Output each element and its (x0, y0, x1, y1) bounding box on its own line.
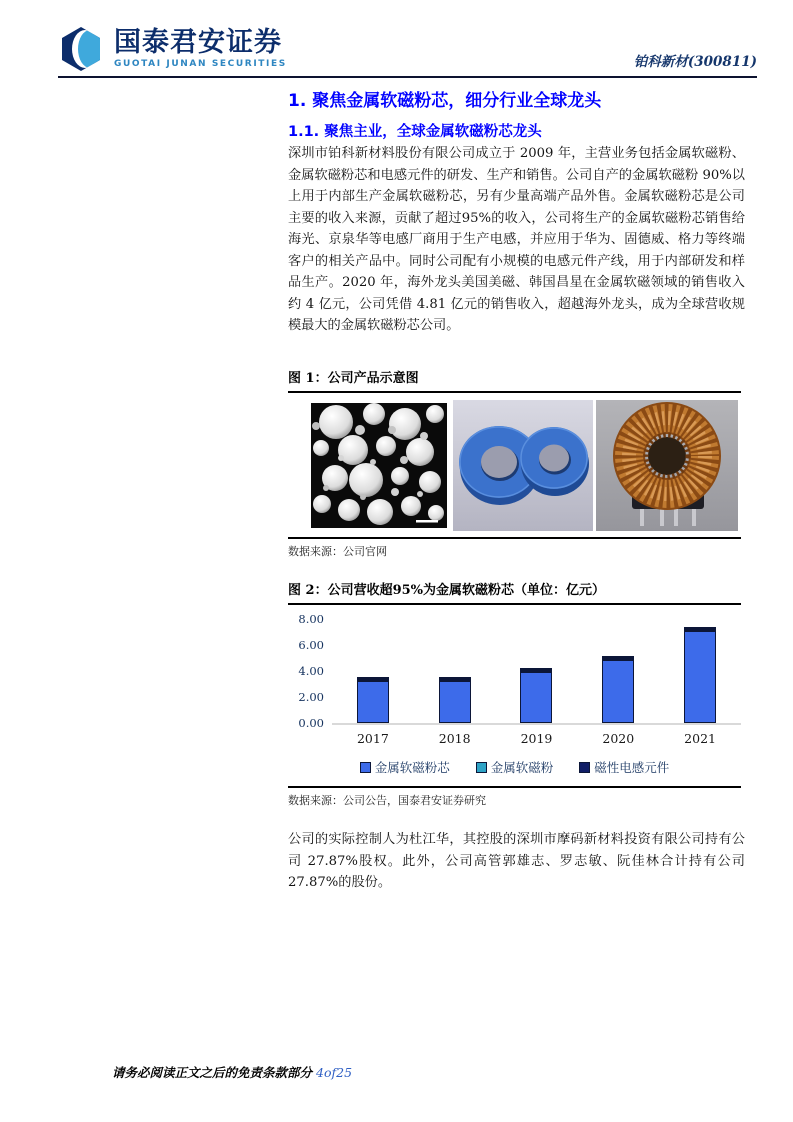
legend-swatch-icon (360, 762, 371, 773)
legend-label: 金属软磁粉芯 (374, 760, 450, 775)
blue-toroidal-cores-image (453, 400, 593, 531)
brand-logo (58, 26, 287, 72)
page-footer (112, 1063, 352, 1081)
y-tick-label: 0.00 (298, 716, 324, 730)
legend-item (579, 758, 669, 776)
brand-name-cn: 国泰君安证券 (114, 27, 282, 58)
chart-x-axis (332, 725, 741, 746)
chart-legend (288, 758, 741, 776)
bar-segment (684, 631, 716, 723)
figure-1-source: 数据来源：公司官网 (288, 545, 387, 558)
stacked-bar-2019 (520, 668, 552, 723)
page-number: 4of25 (316, 1065, 353, 1080)
bar-segment (602, 660, 634, 723)
stacked-bar-2021 (684, 627, 716, 723)
guotai-junan-logo-icon (58, 26, 104, 72)
x-tick-label: 2021 (684, 731, 716, 746)
legend-label: 磁性电感元件 (594, 760, 670, 775)
body-paragraph-1: 深圳市铂科新材料股份有限公司成立于 2009 年，主营业务包括金属软磁粉、金属软磁粉芯和电感元件的研发、生产和销售。公司自产的金属软磁粉 90%以上用于内部生产金属软磁粉芯，另有少量高端产品外售。金属软磁粉芯是公司主要的收入来源，贡献了超过95%的收入，公司将生产的金属软磁粉芯销售给海光、京泉华等电感厂商用于生产电感，并应用于华为、固德威、格力等终端客户的相关产品中。同时公司配有小规模的电感元件产线，用于内部研发和样品生产。2020 年，海外龙头美国美磁、韩国昌星在金属软磁领域的销售收入约 4 亿元，公司凭借 4.81 亿元的销售收入，超越海外龙头，成为全球营收规模最大的金属软磁粉芯公司。 (288, 146, 745, 333)
footer-disclaimer: 请务必阅读正文之后的免责条款部分 (112, 1065, 313, 1080)
revenue-bar-chart (288, 605, 741, 788)
body-paragraph-2: 公司的实际控制人为杜江华，其控股的深圳市摩码新材料投资有限公司持有公司 27.87%股权。此外，公司高管郭雄志、罗志敏、阮佳林合计持有公司 27.87%的股份。 (288, 832, 745, 890)
bar-segment (357, 681, 389, 723)
metal-powder-micrograph-image (308, 400, 450, 531)
bar-segment (520, 672, 552, 723)
figure-1-title: 图 1：公司产品示意图 (288, 367, 741, 393)
subsection-heading: 1.1. 聚焦主业，全球金属软磁粉芯龙头 (288, 124, 542, 140)
chart-plot-area (332, 619, 741, 725)
legend-label: 金属软磁粉 (490, 760, 554, 775)
x-tick-label: 2018 (438, 731, 471, 746)
figure-2-source: 数据来源：公司公告，国泰君安证券研究 (288, 794, 486, 807)
section-heading: 1. 聚焦金属软磁粉芯，细分行业全球龙头 (288, 91, 602, 111)
y-tick-label: 6.00 (298, 638, 324, 652)
copper-wound-inductor-image (596, 400, 738, 531)
y-tick-label: 4.00 (298, 664, 324, 678)
y-tick-label: 8.00 (298, 612, 324, 626)
figure-1-images (288, 393, 741, 539)
stacked-bar-2020 (602, 656, 634, 723)
header-rule (58, 76, 757, 78)
x-tick-label: 2017 (356, 731, 389, 746)
legend-swatch-icon (476, 762, 487, 773)
figure-2-title: 图 2：公司营收超95%为金属软磁粉芯（单位：亿元） (288, 579, 741, 605)
legend-item (360, 758, 450, 776)
brand-name-en: GUOTAI JUNAN SECURITIES (114, 59, 287, 69)
chart-y-axis (288, 612, 332, 730)
figure-1 (288, 367, 741, 559)
legend-swatch-icon (579, 762, 590, 773)
report-stock-tag: 铂科新材(300811) (633, 54, 757, 70)
stacked-bar-2017 (357, 677, 389, 723)
y-tick-label: 2.00 (298, 690, 324, 704)
stacked-bar-2018 (439, 677, 471, 723)
bar-segment (439, 681, 471, 723)
x-tick-label: 2020 (602, 731, 635, 746)
legend-item (476, 758, 554, 776)
figure-2 (288, 579, 741, 808)
x-tick-label: 2019 (520, 731, 553, 746)
